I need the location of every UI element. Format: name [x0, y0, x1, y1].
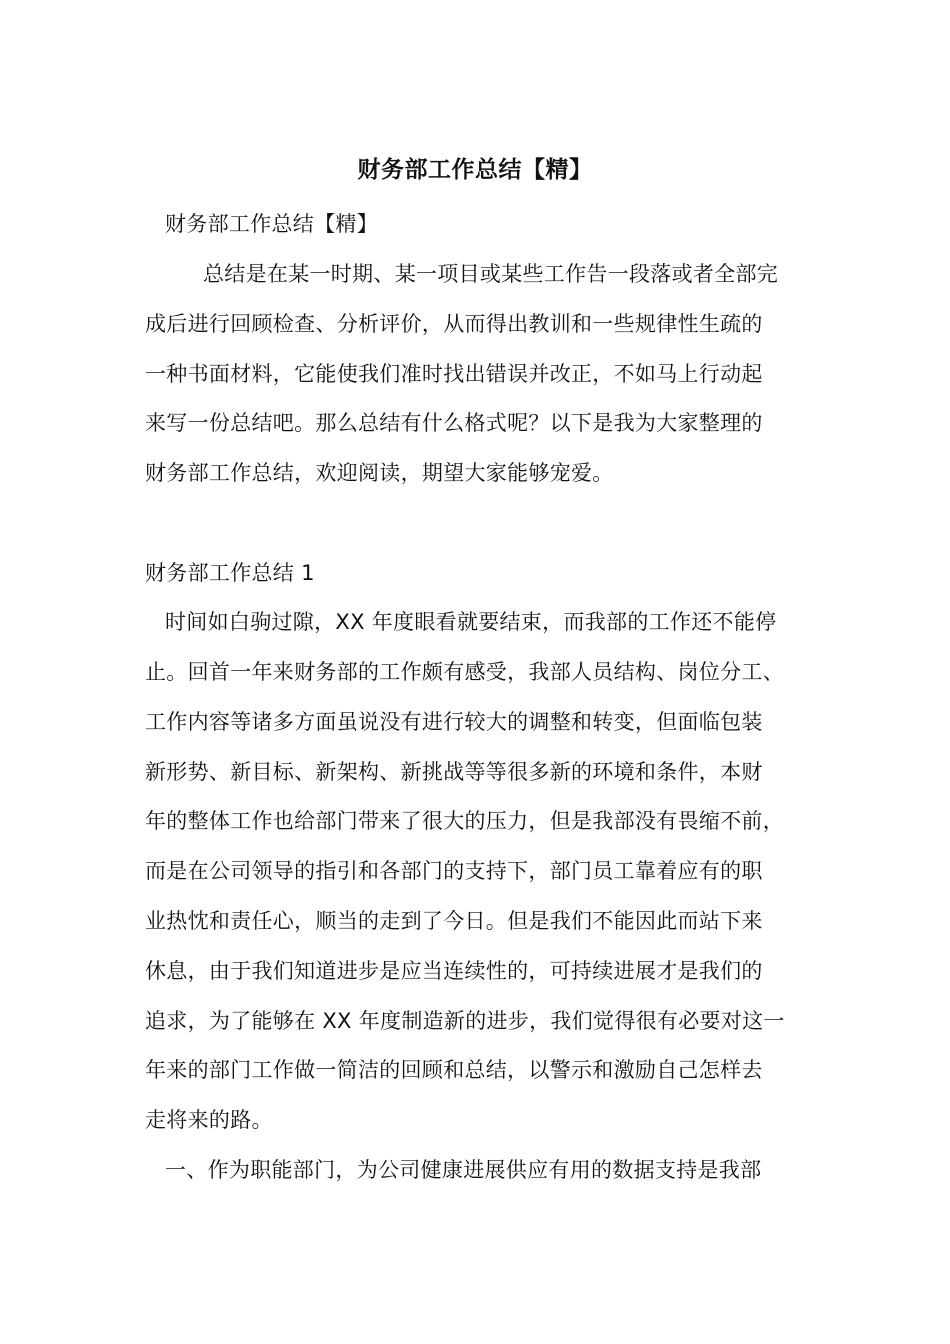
document-subtitle: 财务部工作总结【精】	[165, 212, 378, 236]
body-line: 业热忱和责任心，顺当的走到了今日。但是我们不能因此而站下来	[145, 909, 763, 933]
intro-line: 一种书面材料，它能使我们准时找出错误并改正，不如马上行动起	[145, 362, 763, 386]
intro-line: 成后进行回顾检查、分析评价，从而得出教训和一些规律性生疏的	[145, 312, 763, 336]
document-title: 财务部工作总结【精】	[357, 157, 593, 183]
body-line: 休息，由于我们知道进步是应当连续性的，可持续进展才是我们的	[145, 959, 763, 983]
body-line: 止。回首一年来财务部的工作颇有感受，我部人员结构、岗位分工、	[145, 660, 784, 684]
body-line: 工作内容等诸多方面虽说没有进行较大的调整和转变，但面临包装	[145, 710, 763, 734]
body-line: 时间如白驹过隙，XX 年度眼看就要结束，而我部的工作还不能停	[165, 610, 777, 634]
body-line: 追求，为了能够在 XX 年度制造新的进步，我们觉得很有必要对这一	[145, 1009, 785, 1033]
body-line: 而是在公司领导的指引和各部门的支持下，部门员工靠着应有的职	[145, 859, 763, 883]
body-line: 走将来的路。	[145, 1108, 273, 1132]
body-line: 年来的部门工作做一简洁的回顾和总结，以警示和激励自己怎样去	[145, 1058, 763, 1082]
intro-line: 财务部工作总结，欢迎阅读，期望大家能够宠爱。	[145, 461, 614, 485]
section-heading: 财务部工作总结 1	[145, 561, 315, 585]
point-one-line: 一、作为职能部门，为公司健康进展供应有用的数据支持是我部	[165, 1158, 762, 1182]
body-line: 新形势、新目标、新架构、新挑战等等很多新的环境和条件，本财	[145, 760, 763, 784]
intro-line: 总结是在某一时期、某一项目或某些工作告一段落或者全部完	[203, 262, 779, 286]
intro-line: 来写一份总结吧。那么总结有什么格式呢？以下是我为大家整理的	[145, 411, 763, 435]
body-line: 年的整体工作也给部门带来了很大的压力，但是我部没有畏缩不前，	[145, 809, 784, 833]
